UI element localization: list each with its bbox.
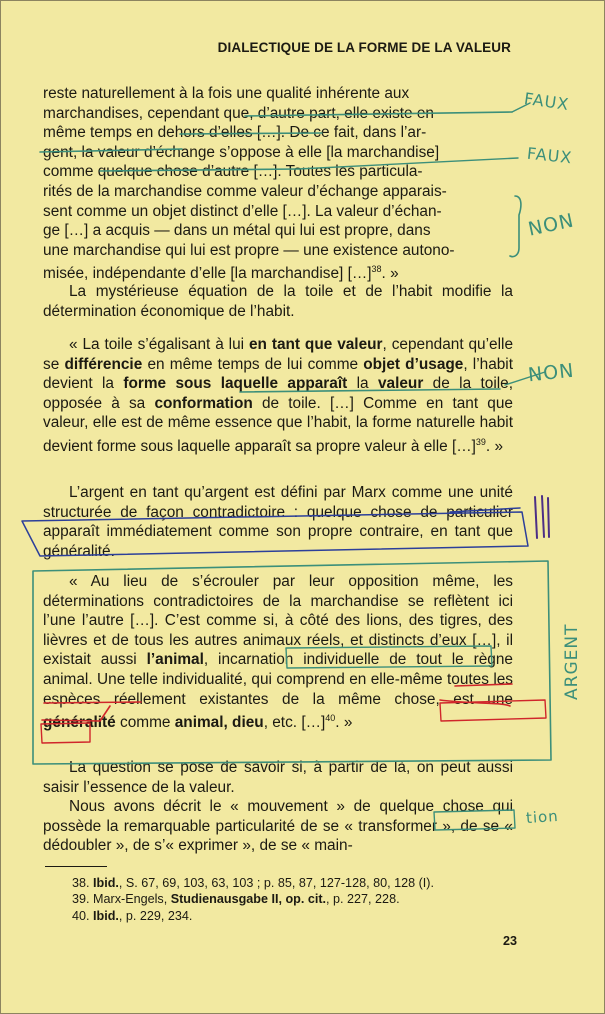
text-fragment: . » <box>381 265 399 283</box>
text-fragment: de la toile, opposée à sa <box>43 375 514 412</box>
footnote-38 <box>72 875 512 891</box>
text-fragment: la <box>347 375 378 393</box>
footnote-divider <box>45 866 107 867</box>
text-fragment: , l’habit devient la <box>43 355 514 393</box>
bold-term: conformation <box>154 394 253 412</box>
text-fragment: misée, indépendante d’elle [la marchandise] […] <box>43 265 372 283</box>
bold-term: valeur <box>377 375 424 393</box>
paragraph-equation <box>43 282 513 321</box>
bold-term: l’animal <box>146 651 204 669</box>
text-fragment: « Au lieu de s’écrouler par leur opposition même, les déterminations contradictoires de la marchandise se reflètent ici l’une l’autre […]. C’est comme si, à côté des lions, des tigres, des lièvres et de tous les autres animaux réels, et distincts d’eux […], il existait aussi <box>43 573 513 669</box>
text-line: reste naturellement à la fois une qualité inhérente aux <box>43 85 410 102</box>
footnote-text: , p. 229, 234. <box>118 908 193 923</box>
annotation-non-1: NON <box>526 209 577 241</box>
footnote-ref: 39 <box>475 436 486 447</box>
quote-text <box>43 572 513 733</box>
text-fragment: « La toile s’égalisant à lui <box>69 336 249 353</box>
text-line: sent comme un objet distinct d’elle […]. La valeur d’échan- <box>43 202 442 220</box>
annotation-non-2: NON <box>526 359 576 387</box>
quote-animal <box>43 572 513 733</box>
paragraph-text: La question se pose de savoir si, à partir de là, on peut aussi saisir l’essence de la valeur. <box>43 759 513 796</box>
bold-term: différencie <box>64 355 143 373</box>
footnote-ref: 38 <box>371 264 382 275</box>
paragraph-quote-continuation <box>43 84 513 284</box>
text-line: marchandises, cependant que, d’autre part, elle existe en <box>43 104 434 122</box>
bold-term: forme sous laquelle apparaît <box>123 375 348 393</box>
page-number: 23 <box>502 934 517 948</box>
footnote-number: 38. <box>72 876 94 890</box>
footnote-text: , S. 67, 69, 103, 63, 103 ; p. 85, 87, 127-128, 80, 128 (I). <box>118 876 434 890</box>
text-line-last <box>43 260 513 284</box>
text-line: une marchandise qui lui est propre — une existence autono- <box>43 241 455 259</box>
footnote-bold: Ibid. <box>93 908 119 923</box>
text-fragment: comme <box>115 714 175 732</box>
footnote-text: , p. 227, 228. <box>326 892 400 907</box>
footnote-bold: Studienausgabe II, op. cit. <box>170 892 327 907</box>
footnote-40 <box>72 908 512 924</box>
footnote-number: 39. <box>72 892 94 907</box>
footnote-bold: Ibid. <box>93 876 119 890</box>
running-title: DIALECTIQUE DE LA FORME DE LA VALEUR <box>217 40 511 55</box>
paragraph-question <box>43 758 513 797</box>
bracket-mark <box>535 496 549 538</box>
bold-term: en tant que valeur <box>248 336 383 353</box>
paragraph-text: La mystérieuse équation de la toile et de l’habit modifie la détermination économique de l’habit. <box>43 283 513 320</box>
paragraph-mouvement <box>43 797 513 856</box>
quote-text <box>43 335 513 457</box>
text-fragment: . » <box>485 438 504 456</box>
text-fragment: . » <box>335 714 353 732</box>
text-fragment: en même temps de lui comme <box>142 355 364 373</box>
annotation-tion: tion <box>525 806 560 828</box>
text-line: rités de la marchandise comme valeur d’échange apparais- <box>43 182 447 200</box>
footnote-number: 40. <box>72 908 94 923</box>
bold-term: objet d’usage <box>363 355 464 373</box>
footnotes <box>72 875 512 924</box>
paragraph-text: Nous avons décrit le « mouvement » de quelque chose qui possède la remarquable particularité de se « transformer », de se « dédoubler », de s’« exprimer », de se « main- <box>43 798 513 855</box>
text-line: ge […] a acquis — dans un métal qui lui est propre, dans <box>43 222 431 240</box>
annotation-faux-1: FAUX <box>522 88 571 115</box>
text-line: même temps en dehors d’elles […]. De ce fait, dans l’ar- <box>43 124 427 142</box>
bold-term: généralité <box>43 714 116 732</box>
text-fragment: , incarnation individuelle de tout le règne animal. Une telle individualité, qui comprend en elle-même toutes les espèces réellement existantes de la même chose, est une <box>43 651 513 708</box>
text-line: gent, la valeur d’échange s’oppose à elle [la marchandise] <box>43 143 440 161</box>
annotation-argent: ARGENT <box>562 623 582 700</box>
annotation-faux-2: FAUX <box>526 143 574 168</box>
footnote-ref: 40 <box>325 713 336 724</box>
quote-toile-habit <box>43 335 513 457</box>
footnote-39 <box>72 891 512 907</box>
text-fragment: , cependant qu’elle se <box>43 336 513 373</box>
paragraph-argent <box>43 483 513 561</box>
text-line: comme quelque chose d’autre […]. Toutes les particula- <box>43 163 423 181</box>
footnote-text: Marx-Engels, <box>93 892 171 907</box>
paragraph-text: L’argent en tant qu’argent est défini par Marx comme une unité structurée de façon contradictoire : quelque chose de particulier apparaît immédiatement comme son propre contraire, en tant que généralité. <box>43 484 513 560</box>
text-fragment: de toile. […] Comme en tant que valeur, elle est de même essence que l’habit, la forme naturelle habit devient forme sous laquelle apparaît sa propre valeur à elle […] <box>43 394 513 456</box>
text-fragment: , etc. […] <box>263 714 326 732</box>
bold-term: animal, dieu <box>174 714 264 732</box>
